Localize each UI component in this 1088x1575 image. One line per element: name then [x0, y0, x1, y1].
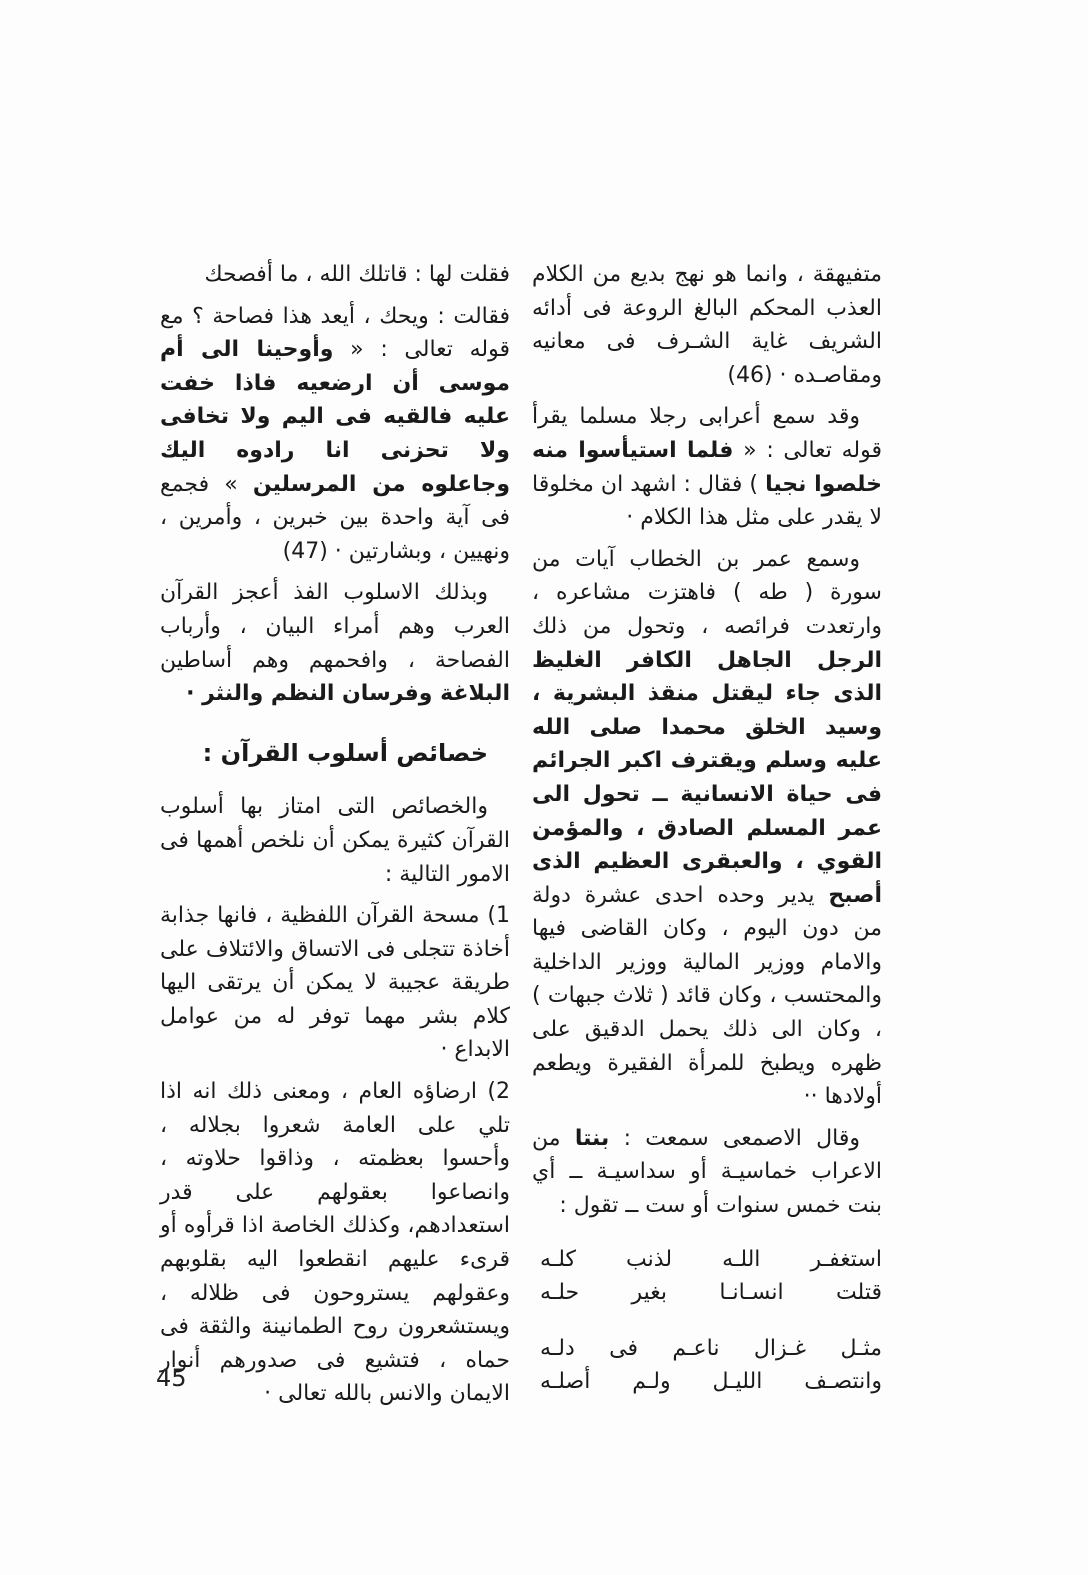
paragraph-text: » فجمع فى آية واحدة بين خبرين ، وأمرين ، ونهيين ، وبشارتين · (47) — [160, 471, 510, 564]
paragraph-text: والخصائص التى امتاز بها أسلوب القرآن كثيرة يمكن أن نلخص أهمها فى الامور التالية : — [160, 794, 510, 887]
paragraph-text: وسمع عمر بن الخطاب آيات من سورة ( طه ) فاهتزت مشاعره ، وارتعدت فرائصه ، وتحول من ذلك — [532, 546, 882, 639]
list-item — [160, 899, 510, 1067]
right-column — [532, 258, 882, 1421]
paragraph — [160, 576, 510, 710]
verse-line: مثـل غـزال ناعـم فى دلـه — [540, 1335, 882, 1361]
paragraph-text: من الاعراب خماسيـة أو سداسيـة ــ أي بنت خمس سنوات أو ست ــ تقول : — [532, 1125, 882, 1219]
paragraph — [532, 400, 882, 534]
list-item-text: 1) مسحة القرآن اللفظية ، فانها جذابة أخاذة تتجلى فى الاتساق والائتلاف على طريقة عجيبة لا يمكن أن يرتقى اليها كلام بشر مهما توفر له من عوامل الابداع · — [160, 903, 510, 1063]
paragraph — [532, 1122, 882, 1223]
verse-line: استغفـر اللـه لذنب كلـه — [540, 1246, 882, 1272]
list-item-text: 2) ارضاؤه العام ، ومعنى ذلك انه اذا تلي على العامة شعروا بجلاله ، وأحسوا بعظمته ، وذاقوا حلاوته ، وانصاعوا بعقولهم على قدر استعدادهم، وكذلك الخاصة اذا قرأوه أو قرىء عليهم انقطعوا اليه بقلوبهم وعقولهم يستروحون فى ظلاله ، ويستشعرون روح الطمانينة والثقة فى حماه ، فتشيع فى صدورهم أنوار الايمان والانس بالله تعالى · — [160, 1079, 510, 1407]
paragraph-text: فقالت : ويحك ، أيعد هذا فصاحة ؟ مع قوله تعالى : « — [160, 303, 510, 363]
paragraph-text: متفيهقة ، وانما هو نهج بديع من الكلام العذب المحكم البالغ الروعة فى أدائه الشريف غاية الشـرف فى معانيه ومقاصـده · (46) — [532, 262, 882, 388]
section-heading: خصائص أسلوب القرآن : — [202, 738, 488, 767]
paragraph-text: وقد سمع أعرابى رجلا مسلما يقرأ قوله تعالى : « — [532, 404, 882, 463]
list-item — [160, 1075, 510, 1411]
left-column — [160, 258, 510, 1419]
bold-text: بنتا — [574, 1125, 610, 1151]
paragraph — [160, 300, 510, 569]
quran-quote: فلما استيأسوا منه خلصوا نجيا — [532, 437, 882, 497]
paragraph — [532, 258, 882, 392]
bold-text: الرجل الجاهل الكافر الغليظ الذى جاء ليقتل منقذ البشرية ، وسيد الخلق محمدا صلى الله عليه وسلم ويقترف اكبر الجرائم فى حياة الانسانية ــ تحول الى عمر المسلم الصادق ، والمؤمن القوي ، والعبقرى العظيم الذى أصبح — [532, 647, 882, 908]
paragraph-text: فقلت لها : قاتلك الله ، ما أفصحك — [204, 262, 510, 287]
page-number: 45 — [156, 1364, 187, 1392]
verse-line: وانتصـف الليـل ولـم أصلـه — [540, 1369, 882, 1395]
paragraph — [160, 790, 510, 891]
verse-line: قتلت انسـانـا بغير حلـه — [540, 1280, 882, 1306]
paragraph — [160, 258, 510, 292]
paragraph-text: ) فقال : اشهد ان مخلوقا لا يقدر على مثل هذا الكلام · — [532, 471, 882, 531]
quran-quote: وأوحينا الى أم موسى أن ارضعيه فاذا خفت عليه فالقيه فى اليم ولا تخافى ولا تحزنى انا رادوه اليك وجاعلوه من المرسلين — [160, 337, 510, 497]
bold-text: البلاغة وفرسان النظم والنثر · — [186, 681, 510, 707]
poem-verse — [532, 1332, 882, 1399]
paragraph-text: يدير وحده احدى عشرة دولة من دون اليوم ، وكان القاضى فيها والامام ووزير المالية ووزير الداخلية والمحتسب ، وكان قائد ( ثلاث جبهات ) ، وكان الى ذلك يحمل الدقيق على ظهره ويطبخ للمرأة الفقيرة ويطعم أولادها ·· — [532, 882, 882, 1110]
poem-verse — [532, 1243, 882, 1310]
paragraph-text: وقال الاصمعى سمعت : — [623, 1125, 860, 1151]
paragraph — [532, 543, 882, 1114]
paragraph-text: وبذلك الاسلوب الفذ أعجز القرآن العرب وهم أمراء البيان ، وأرباب الفصاحة ، وافحمهم وهم أساطين — [160, 580, 510, 673]
